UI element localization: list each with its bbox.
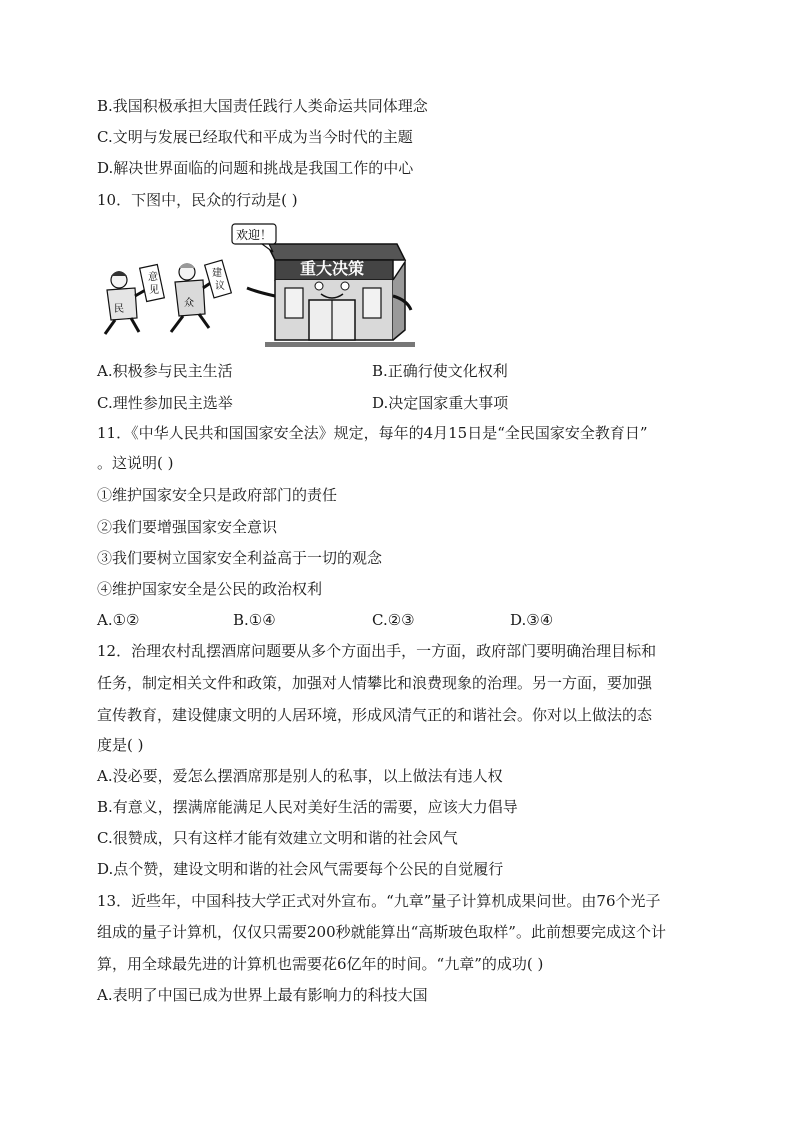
q13-stem-line-3: 算，用全球最先进的计算机也需要花6亿年的时间。“九章”的成功( ) xyxy=(97,955,544,973)
q11-item-1: ①维护国家安全只是政府部门的责任 xyxy=(97,486,338,504)
q12-option-b: B.有意义，摆满席能满足人民对美好生活的需要，应该大力倡导 xyxy=(97,798,518,816)
q12-option-d: D.点个赞，建设文明和谐的社会风气需要每个公民的自觉履行 xyxy=(97,860,504,878)
q10-stem: 10．下图中，民众的行动是( ) xyxy=(97,191,298,209)
q13-stem-line-1: 13．近些年，中国科技大学正式对外宣布。“九章”量子计算机成果问世。由76个光子 xyxy=(97,892,661,910)
building-sign-text: 重大决策 xyxy=(299,259,365,278)
person-one-label: 民 xyxy=(114,304,124,315)
q11-stem-line-2: 。这说明( ) xyxy=(97,454,174,472)
q11-stem-line-1: 11．《中华人民共和国国家安全法》规定，每年的4月15日是“全民国家安全教育日” xyxy=(97,424,648,442)
person-two-label: 众 xyxy=(184,298,194,309)
q12-stem-line-3: 宣传教育，建设健康文明的人居环境，形成风清气正的和谐社会。你对以上做法的态 xyxy=(97,706,653,724)
q9-option-d: D.解决世界面临的问题和挑战是我国工作的中心 xyxy=(97,159,414,177)
q11-item-4: ④维护国家安全是公民的政治权利 xyxy=(97,580,323,598)
paper-one-char-1: 意 xyxy=(148,272,158,283)
q11-option-a: A.①② xyxy=(97,611,140,629)
q12-stem-line-2: 任务，制定相关文件和政策，加强对人情攀比和浪费现象的治理。另一方面，要加强 xyxy=(97,674,653,692)
q11-item-2: ②我们要增强国家安全意识 xyxy=(97,518,278,536)
q11-item-3: ③我们要树立国家安全利益高于一切的观念 xyxy=(97,549,383,567)
q10-cartoon-figure xyxy=(97,222,417,350)
welcome-text: 欢迎！ xyxy=(235,228,273,242)
q11-option-d: D.③④ xyxy=(510,611,554,629)
q9-option-c: C.文明与发展已经取代和平成为当今时代的主题 xyxy=(97,128,413,146)
q13-stem-line-2: 组成的量子计算机，仅仅只需要200秒就能算出“高斯玻色取样”。此前想要完成这个计 xyxy=(97,923,666,941)
q13-option-a: A.表明了中国已成为世界上最有影响力的科技大国 xyxy=(97,986,428,1004)
person-two-illustration xyxy=(171,260,231,332)
q11-option-b: B.①④ xyxy=(233,611,276,629)
q12-stem-line-1: 12．治理农村乱摆酒席问题要从多个方面出手，一方面，政府部门要明确治理目标和 xyxy=(97,642,657,660)
q10-option-c: C.理性参加民主选举 xyxy=(97,394,233,412)
q10-option-b: B.正确行使文化权利 xyxy=(372,362,508,380)
paper-two-char-2: 议 xyxy=(215,281,225,292)
q12-option-c: C.很赞成，只有这样才能有效建立文明和谐的社会风气 xyxy=(97,829,458,847)
paper-one-char-2: 见 xyxy=(149,285,159,296)
q12-stem-line-4: 度是( ) xyxy=(97,736,144,754)
q9-option-b: B.我国积极承担大国责任践行人类命运共同体理念 xyxy=(97,97,428,115)
q12-option-a: A.没必要，爱怎么摆酒席那是别人的私事，以上做法有违人权 xyxy=(97,767,503,785)
q10-option-d: D.决定国家重大事项 xyxy=(372,394,509,412)
q11-option-c: C.②③ xyxy=(372,611,415,629)
q10-option-a: A.积极参与民主生活 xyxy=(97,362,233,380)
paper-two-char-1: 建 xyxy=(212,268,222,279)
